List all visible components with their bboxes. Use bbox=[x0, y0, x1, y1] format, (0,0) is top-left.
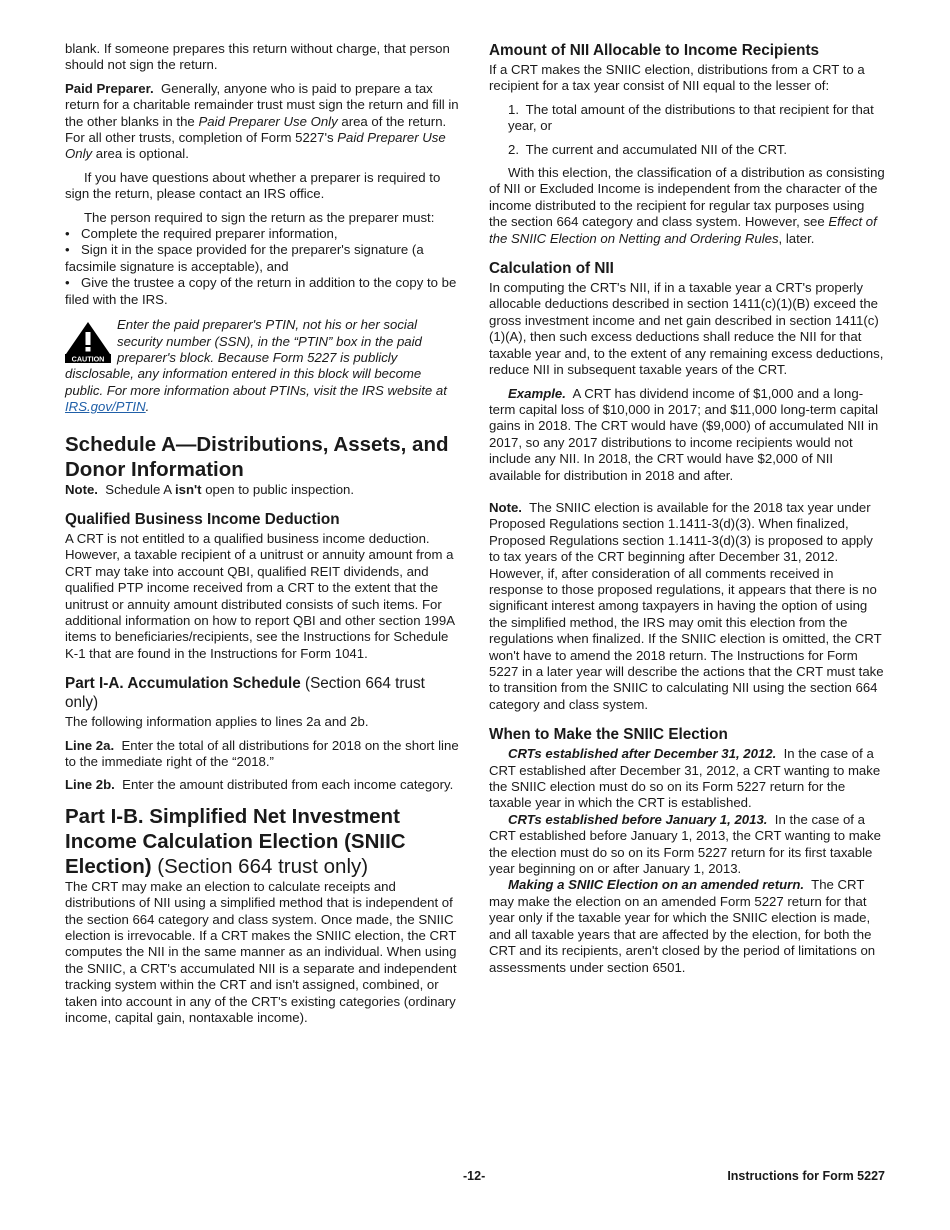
schedule-a-heading: Schedule A—Distributions, Assets, and Donor Information bbox=[65, 432, 449, 481]
text-run: The CRT may make the election on an amended Form 5227 return for that year only if the taxable year for which the SNIIC election is made, and all taxable years that are affected by the election, for both the CRT and its recipients, aren't closed by the period of limitations on assessments under section 6501. bbox=[489, 877, 876, 975]
line-2a-paragraph bbox=[65, 738, 461, 771]
text-run: disclosable, any information entered in this block will become public. For more information about PTINs, visit the IRS website at bbox=[65, 366, 447, 398]
text-run: Part I-A. Accumulation Schedule bbox=[65, 675, 301, 693]
text-run: Part I-B. Simplified Net Investment Income Calculation Election (SNIIC Election) bbox=[65, 804, 406, 878]
list-item: 2. The current and accumulated NII of the CRT. bbox=[508, 141, 788, 157]
run-in-label: Making a SNIIC Election on an amended return. bbox=[508, 877, 805, 893]
run-in-label: CRTs established after December 31, 2012. bbox=[508, 746, 777, 762]
paragraph: In computing the CRT's NII, if in a taxable year a CRT's properly allocable deductions described in section 1411(c)(1)(B) exceed the gross investment income and net gain described in section 1411(c)(1)(A), then such excess deductions shall reduce the NII for that taxable year and, to the extent of any remaining excess deductions, reduce NII in subsequent taxable years of the CRT. bbox=[489, 280, 884, 378]
paragraph: The following information applies to lines 2a and 2b. bbox=[65, 714, 369, 730]
paragraph: If a CRT makes the SNIIC election, distributions from a CRT to a recipient for a tax year consist of NII equal to the lesser of: bbox=[489, 62, 865, 94]
text-run: Enter the total of all distributions for 2018 on the short line to the immediate right of the “2018.” bbox=[65, 737, 459, 769]
caution-icon bbox=[65, 321, 111, 363]
text-run: area is optional. bbox=[92, 146, 189, 162]
paragraph bbox=[489, 165, 885, 247]
bullet-item: • Give the trustee a copy of the return in addition to the copy to be filed with the IRS. bbox=[65, 275, 461, 308]
paragraph: blank. If someone prepares this return without charge, that person should not sign the return. bbox=[65, 41, 450, 73]
line-2b-paragraph bbox=[65, 777, 461, 793]
note-paragraph bbox=[489, 500, 885, 713]
text-run: Paid Preparer Use Only bbox=[198, 113, 338, 129]
text-run: , later. bbox=[778, 230, 815, 246]
bullet-item: • Complete the required preparer information, bbox=[65, 226, 461, 242]
ptin-link[interactable]: IRS.gov/PTIN bbox=[65, 399, 146, 415]
line-2a-label: Line 2a. bbox=[65, 737, 115, 753]
line-2b-label: Line 2b. bbox=[65, 777, 115, 793]
text-run: Generally, anyone who is paid to prepare a tax return for a charitable remainder trust must sign the return and fill in the other blanks in the bbox=[65, 80, 459, 129]
caution-note bbox=[65, 317, 461, 415]
caution-text-rest bbox=[65, 366, 461, 415]
paragraph: The person required to sign the return as the preparer must: bbox=[84, 209, 435, 225]
qbi-heading: Qualified Business Income Deduction bbox=[65, 510, 340, 528]
text-run: In the case of a CRT established after December 31, 2012, a CRT wanting to make the SNIIC election must do so on its Form 5227 return for the taxable year in which the CRT is established. bbox=[489, 746, 881, 811]
text-run: (Section 664 trust only) bbox=[65, 675, 425, 712]
part-1a-heading bbox=[65, 674, 461, 712]
list-item: 1. The total amount of the distributions to that recipient for that year, or bbox=[508, 101, 874, 134]
text-run: area of the return. For all other trusts, completion of Form 5227's bbox=[65, 113, 447, 146]
left-column bbox=[65, 41, 461, 1026]
example-label: Example. bbox=[508, 385, 566, 401]
calc-nii-heading: Calculation of NII bbox=[489, 260, 614, 278]
when-heading: When to Make the SNIIC Election bbox=[489, 726, 728, 744]
part-1b-heading bbox=[65, 804, 461, 879]
text-run: isn't bbox=[174, 481, 202, 497]
text-run: Enter the amount distributed from each income category. bbox=[122, 777, 454, 793]
right-column bbox=[489, 41, 885, 976]
note-paragraph bbox=[65, 482, 461, 498]
text-run: Paid Preparer Use Only bbox=[65, 130, 446, 162]
caution-icon-label: CAUTION bbox=[71, 354, 105, 364]
paragraph bbox=[489, 877, 885, 975]
text-run: open to public inspection. bbox=[201, 481, 355, 497]
text-run: Effect of the SNIIC Election on Netting and Ordering Rules bbox=[489, 214, 877, 246]
bullet-item: • Sign it in the space provided for the preparer's signature (a facsimile signature is acceptable), and bbox=[65, 242, 461, 275]
run-in-label: CRTs established before January 1, 2013. bbox=[508, 811, 768, 827]
text-run: . bbox=[145, 399, 150, 415]
paragraph: If you have questions about whether a preparer is required to sign the return, please contact an IRS office. bbox=[65, 169, 441, 202]
example-paragraph bbox=[489, 386, 885, 484]
text-run: In the case of a CRT established before January 1, 2013, the CRT wanting to make the election must do so on its Form 5227 return for its first taxable year beginning on or after January 1, 2013. bbox=[489, 811, 881, 877]
text-run: (Section 664 trust only) bbox=[151, 854, 369, 878]
paragraph: A CRT is not entitled to a qualified business income deduction. However, a taxable recipient of a unitrust or annuity amount from a CRT may take into account QBI, qualified REIT dividends, and qualified PTP income received from a CRT to the extent that the unitrust or annuity amount distributed consists of such items. For additional information on how to report QBI and other section 199A items to beneficiaries/recipients, see the Instructions for Schedule K-1 that are found in the Instructions for Form 1041. bbox=[65, 530, 455, 661]
paid-preparer-label: Paid Preparer. bbox=[65, 80, 154, 96]
text-run: A CRT has dividend income of $1,000 and a long-term capital loss of $10,000 in 2017; and $11,000 long-term capital gains in 2018. The CRT would have ($9,000) of accumulated NII in 2017, so any 2017 distributions to income recipients would not include any NII. In 2018, the CRT would have $2,000 of NII available for distribution in 2018 and after. bbox=[489, 385, 879, 483]
footer-form-title: Instructions for Form 5227 bbox=[727, 1169, 885, 1183]
paragraph bbox=[489, 812, 885, 878]
text-run: Schedule A bbox=[105, 481, 175, 497]
page-number: -12- bbox=[463, 1169, 486, 1183]
paid-preparer-paragraph bbox=[65, 81, 461, 163]
caution-text: Enter the paid preparer's PTIN, not his or her social security number (SSN), in the “PTIN” box in the paid preparer's block. Because Form 5227 is publicly bbox=[117, 317, 422, 365]
paragraph: The CRT may make an election to calculate receipts and distributions of NII using a simplified method that is independent of the section 664 category and class system. Once made, the SNIIC election is irrevocable. If a CRT makes the SNIIC election, the CRT computes the NII in the same manner as an individual. When using the SNIIC, a CRT's accumulated NII is a separate and independent tracking system within the CRT and isn't assigned, combined, or taken into account in any of the CRT's existing categories (ordinary income, capital gain, nontaxable income). bbox=[65, 878, 457, 1026]
note-label: Note. bbox=[65, 481, 98, 497]
text-run: With this election, the classification of a distribution as consisting of NII or Excluded Income is independent from the character of the income distributed to the recipient for regular tax purposes using the section 664 category and class system. However, see bbox=[489, 165, 885, 230]
note-label: Note. bbox=[489, 499, 522, 515]
text-run: The SNIIC election is available for the 2018 tax year under Proposed Regulations section 1.1411-3(d)(3). When finalized, Proposed Regulations section 1.1411-3(d)(3) is proposed to apply to tax years of the CRT beginning after December 31, 2012. However, if, after consideration of all comments received in response to those proposed regulations, it appears that there is no significant interest among taxpayers in having the option of using the simplified method, the IRS may omit this election from the regulations when finalized. If the SNIIC election is omitted, the CRT won't have to amend the 2018 return. The Instructions for Form 5227 in a later year will describe the actions that the CRT must take to transition from the SNIIC to calculating NII using the section 664 category and class system. bbox=[489, 499, 884, 712]
amount-nii-heading: Amount of NII Allocable to Income Recipients bbox=[489, 42, 820, 59]
paragraph bbox=[489, 746, 885, 812]
